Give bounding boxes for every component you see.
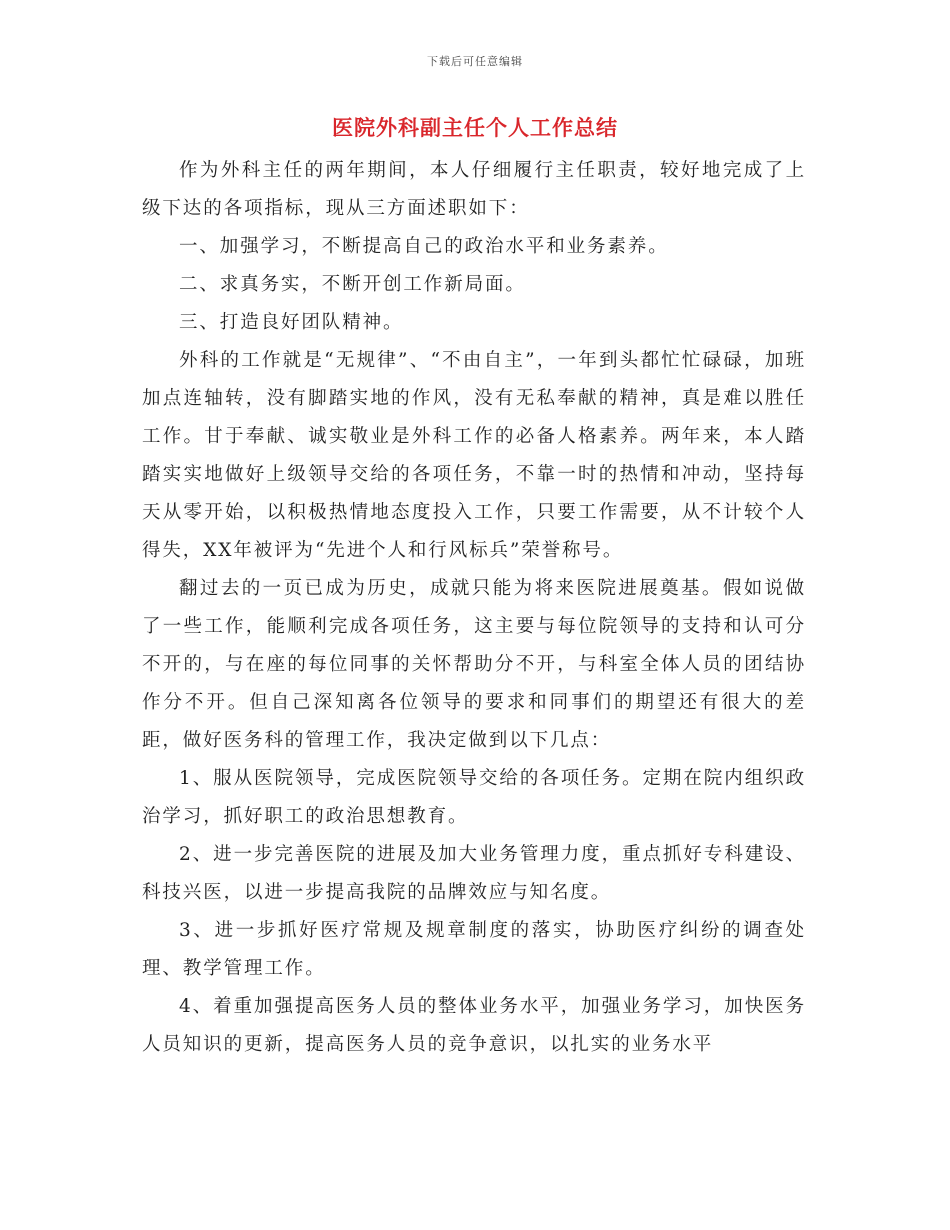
document-body bbox=[142, 152, 806, 1064]
paragraph-point-1: 一、加强学习，不断提高自己的政治水平和业务素养。 bbox=[179, 236, 669, 257]
paragraph-plan-4: 4、着重加强提高医务人员的整体业务水平，加强业务学习，加快医务人员知识的更新，提高医务人员的竞争意识，以扎实的业务水平 bbox=[142, 996, 806, 1055]
paragraph-reflection: 翻过去的一页已成为历史，成就只能为将来医院进展奠基。假如说做了一些工作，能顺利完成各项任务，这主要与每位院领导的支持和认可分不开的，与在座的每位同事的关怀帮助分不开，与科室全体人员的团结协作分不开。但自己深知离各位领导的要求和同事们的期望还有很大的差距，做好医务科的管理工作，我决定做到以下几点： bbox=[142, 578, 806, 751]
paragraph-plan-3: 3、进一步抓好医疗常规及规章制度的落实，协助医疗纠纷的调查处理、教学管理工作。 bbox=[142, 920, 806, 979]
paragraph-plan-2: 2、进一步完善医院的进展及加大业务管理力度，重点抓好专科建设、科技兴医，以进一步提高我院的品牌效应与知名度。 bbox=[142, 844, 806, 903]
paragraph-surgery-work: 外科的工作就是“无规律”、“不由自主”，一年到头都忙忙碌碌，加班加点连轴转，没有脚踏实地的作风，没有无私奉献的精神，真是难以胜任工作。甘于奉献、诚实敬业是外科工作的必备人格素养。两年来，本人踏踏实实地做好上级领导交给的各项任务，不靠一时的热情和冲动，坚持每天从零开始，以积极热情地态度投入工作，只要工作需要，从不计较个人得失，XX年被评为“先进个人和行风标兵”荣誉称号。 bbox=[142, 350, 806, 561]
page-header-note: 下载后可任意编辑 bbox=[427, 55, 523, 68]
paragraph-point-2: 二、求真务实，不断开创工作新局面。 bbox=[179, 274, 526, 295]
paragraph-intro: 作为外科主任的两年期间，本人仔细履行主任职责，较好地完成了上级下达的各项指标，现从三方面述职如下： bbox=[142, 160, 806, 219]
paragraph-point-3: 三、打造良好团队精神。 bbox=[179, 312, 404, 333]
paragraph-plan-1: 1、服从医院领导，完成医院领导交给的各项任务。定期在院内组织政治学习，抓好职工的政治思想教育。 bbox=[142, 768, 806, 827]
document-title: 医院外科副主任个人工作总结 bbox=[332, 115, 618, 140]
